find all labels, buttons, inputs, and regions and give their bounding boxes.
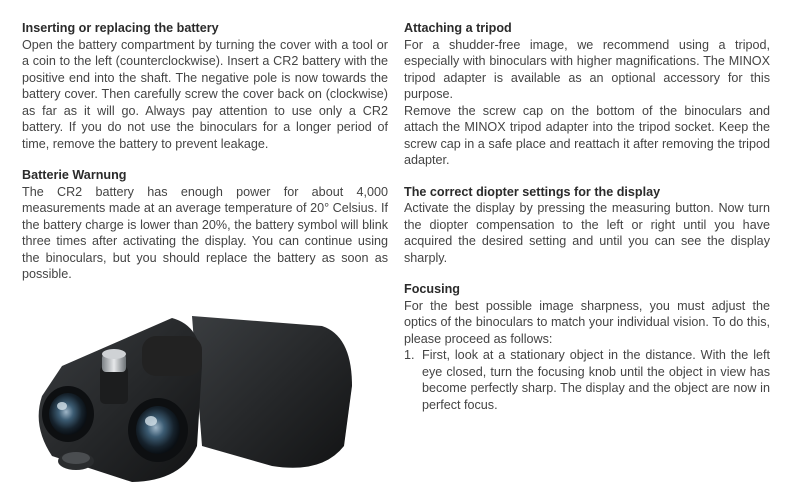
focusing-knob [100, 349, 128, 404]
tripod-paragraph-2: Remove the screw cap on the bottom of the binoculars and attach the MINOX tripod adapter into the tripod socket. Keep the screw cap in a safe place and reattach it after removing the tripod adapter. [404, 103, 770, 167]
right-barrel [192, 316, 352, 468]
diopter-paragraph: Activate the display by pressing the measuring button. Now turn the diopter compensation to the left or right until you have acquired the desired setting and until you can see the display sharply. [404, 201, 770, 265]
focusing-heading: Focusing [404, 282, 460, 296]
step-text: First, look at a stationary object in the distance. With the left eye closed, turn the focusing knob until the object in view has become perfectly sharp. The display and the object are now in perfect focus. [422, 348, 770, 412]
step-number: 1. [404, 348, 415, 362]
left-column [22, 20, 388, 283]
battery-paragraph: Open the battery compartment by turning the cover with a tool or a coin to the left (counterclockwise). Insert a CR2 battery with the positive end into the shaft. The negative pole is now towards the battery cover. Then carefully screw the cover back on (clockwise) as far as it will go. Always pay attention to use only a CR2 battery. If you do not use the binoculars for a longer period of time, remove the battery to prevent leakage. [22, 37, 388, 151]
tripod-paragraph-1: For a shudder-free image, we recommend using a tripod, especially with binoculars with higher magnifications. The MINOX tripod adapter is available as an optional accessory for this purpose. [404, 37, 770, 101]
hinge [142, 336, 202, 376]
diopter-heading: The correct diopter settings for the display [404, 184, 661, 199]
tripod-heading: Attaching a tripod [404, 21, 512, 35]
battery-heading: Inserting or replacing the battery [22, 21, 219, 35]
right-column [404, 20, 770, 413]
focusing-step [404, 347, 770, 413]
battery-warning-heading: Batterie Warnung [22, 168, 127, 182]
battery-warning-paragraph: The CR2 battery has enough power for about 4,000 measurements made at an average temperature of 20° Celsius. If the battery charge is lower than 20%, the battery symbol will blink three times after activating the display. You can continue using the binoculars, but you should replace the battery as soon as possible. [22, 184, 388, 281]
binoculars-photo [22, 296, 374, 492]
focusing-paragraph: For the best possible image sharpness, you must adjust the optics of the binoculars to match your individual vision. To do this, please proceed as follows: [404, 298, 770, 346]
focusing-steps [404, 347, 770, 413]
